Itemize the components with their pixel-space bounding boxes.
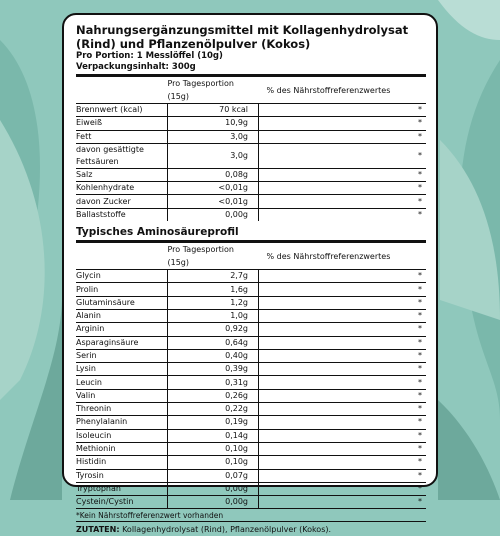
row-nrv: * bbox=[259, 376, 427, 389]
row-value: 0,64g bbox=[168, 336, 259, 349]
row-value: 0,92g bbox=[168, 323, 259, 336]
row-nrv: * bbox=[259, 130, 427, 143]
row-value: 0,07g bbox=[168, 469, 259, 482]
row-value: 0,31g bbox=[168, 376, 259, 389]
ingredients-text: Kollagenhydrolysat (Rind), Pflanzenölpulver (Kokos). bbox=[122, 525, 332, 535]
table-row bbox=[76, 283, 426, 296]
table-row bbox=[76, 296, 426, 309]
row-value: 1,0g bbox=[168, 309, 259, 322]
nutrition-table bbox=[76, 77, 426, 221]
table-row bbox=[76, 182, 426, 195]
portion-info: Pro Portion: 1 Messlöffel (10g) bbox=[76, 51, 223, 61]
row-name: Fett bbox=[76, 130, 168, 143]
row-name: Serin bbox=[76, 349, 168, 362]
row-name: Prolin bbox=[76, 283, 168, 296]
row-name: Arginin bbox=[76, 323, 168, 336]
row-name: Asparaginsäure bbox=[76, 336, 168, 349]
table-row bbox=[76, 429, 426, 442]
row-nrv: * bbox=[259, 416, 427, 429]
table-row bbox=[76, 496, 426, 509]
table-row bbox=[76, 389, 426, 402]
row-nrv: * bbox=[259, 195, 427, 208]
row-name: Valin bbox=[76, 389, 168, 402]
row-nrv: * bbox=[259, 456, 427, 469]
row-name: Methionin bbox=[76, 442, 168, 455]
row-nrv: * bbox=[259, 349, 427, 362]
row-nrv: * bbox=[259, 496, 427, 509]
row-name: Alanin bbox=[76, 309, 168, 322]
row-nrv: * bbox=[259, 168, 427, 181]
row-nrv: * bbox=[259, 469, 427, 482]
row-value: 0,14g bbox=[168, 429, 259, 442]
col-portion-header: Pro Tagesportion (15g) bbox=[167, 245, 234, 268]
table-row bbox=[76, 143, 426, 168]
footnote: *Kein Nährstoffreferenzwert vorhanden bbox=[76, 508, 426, 521]
row-value: 3,0g bbox=[168, 143, 259, 168]
ingredients bbox=[76, 521, 426, 536]
row-name: Phenylalanin bbox=[76, 416, 168, 429]
row-value: 0,22g bbox=[168, 403, 259, 416]
row-nrv: * bbox=[259, 389, 427, 402]
row-nrv: * bbox=[259, 296, 427, 309]
row-name: Histidin bbox=[76, 456, 168, 469]
row-value: 0,10g bbox=[168, 442, 259, 455]
row-nrv: * bbox=[259, 104, 427, 117]
table-row bbox=[76, 469, 426, 482]
col-portion-header: Pro Tagesportion (15g) bbox=[167, 79, 234, 101]
table-row bbox=[76, 482, 426, 495]
row-name: Brennwert (kcal) bbox=[76, 104, 168, 117]
row-name: Ballaststoffe bbox=[76, 208, 168, 221]
row-value: 0,00g bbox=[168, 208, 259, 221]
package-info: Verpackungsinhalt: 300g bbox=[76, 61, 196, 72]
table-row bbox=[76, 456, 426, 469]
product-title: Nahrungsergänzungsmittel mit Kollagenhydrolysat (Rind) und Pflanzenölpulver (Kokos) bbox=[76, 23, 409, 51]
row-value: 0,00g bbox=[168, 496, 259, 509]
table-row bbox=[76, 336, 426, 349]
row-value: <0,01g bbox=[168, 182, 259, 195]
row-nrv: * bbox=[259, 323, 427, 336]
row-value: 0,10g bbox=[168, 456, 259, 469]
row-value: 0,00g bbox=[168, 482, 259, 495]
row-value: <0,01g bbox=[168, 195, 259, 208]
row-nrv: * bbox=[259, 363, 427, 376]
row-name: Glutaminsäure bbox=[76, 296, 168, 309]
col-nrv-header: % des Nährstoffreferenzwertes bbox=[266, 251, 391, 261]
row-nrv: * bbox=[259, 309, 427, 322]
row-nrv: * bbox=[259, 143, 427, 168]
row-nrv: * bbox=[259, 182, 427, 195]
row-value: 2,7g bbox=[168, 270, 259, 283]
table-row bbox=[76, 195, 426, 208]
row-nrv: * bbox=[259, 336, 427, 349]
amino-table bbox=[76, 243, 426, 508]
table-row bbox=[76, 309, 426, 322]
table-row bbox=[76, 323, 426, 336]
table-row bbox=[76, 130, 426, 143]
row-name: Glycin bbox=[76, 270, 168, 283]
table-row bbox=[76, 270, 426, 283]
row-value: 0,26g bbox=[168, 389, 259, 402]
row-name: Isoleucin bbox=[76, 429, 168, 442]
row-name: Eiweiß bbox=[76, 117, 168, 130]
row-name: Lysin bbox=[76, 363, 168, 376]
row-nrv: * bbox=[259, 482, 427, 495]
row-value: 0,08g bbox=[168, 168, 259, 181]
row-nrv: * bbox=[259, 283, 427, 296]
table-row bbox=[76, 363, 426, 376]
table-row bbox=[76, 403, 426, 416]
table-row bbox=[76, 376, 426, 389]
row-nrv: * bbox=[259, 429, 427, 442]
row-value: 3,0g bbox=[168, 130, 259, 143]
row-value: 70 kcal bbox=[168, 104, 259, 117]
row-name: Threonin bbox=[76, 403, 168, 416]
col-nrv-header: % des Nährstoffreferenzwertes bbox=[266, 85, 391, 95]
table-row bbox=[76, 168, 426, 181]
row-name: Tryptophan bbox=[76, 482, 168, 495]
row-name: Cystein/Cystin bbox=[76, 496, 168, 509]
row-name: Salz bbox=[76, 168, 168, 181]
table-row bbox=[76, 442, 426, 455]
row-nrv: * bbox=[259, 403, 427, 416]
row-name: Leucin bbox=[76, 376, 168, 389]
row-value: 1,2g bbox=[168, 296, 259, 309]
row-nrv: * bbox=[259, 270, 427, 283]
row-name: davon Zucker bbox=[76, 195, 168, 208]
table-row bbox=[76, 104, 426, 117]
table-row bbox=[76, 208, 426, 221]
row-nrv: * bbox=[259, 208, 427, 221]
row-value: 0,39g bbox=[168, 363, 259, 376]
amino-heading: Typisches Aminosäureprofil bbox=[76, 226, 239, 239]
ingredients-label: ZUTATEN: bbox=[76, 525, 120, 535]
row-nrv: * bbox=[259, 117, 427, 130]
nutrition-label-card bbox=[62, 13, 438, 535]
table-row bbox=[76, 117, 426, 130]
row-name: davon gesättigte Fettsäuren bbox=[76, 143, 168, 168]
row-value: 1,6g bbox=[168, 283, 259, 296]
row-nrv: * bbox=[259, 442, 427, 455]
table-row bbox=[76, 349, 426, 362]
row-value: 0,19g bbox=[168, 416, 259, 429]
row-name: Tyrosin bbox=[76, 469, 168, 482]
row-value: 0,40g bbox=[168, 349, 259, 362]
row-value: 10,9g bbox=[168, 117, 259, 130]
table-row bbox=[76, 416, 426, 429]
row-name: Kohlenhydrate bbox=[76, 182, 168, 195]
